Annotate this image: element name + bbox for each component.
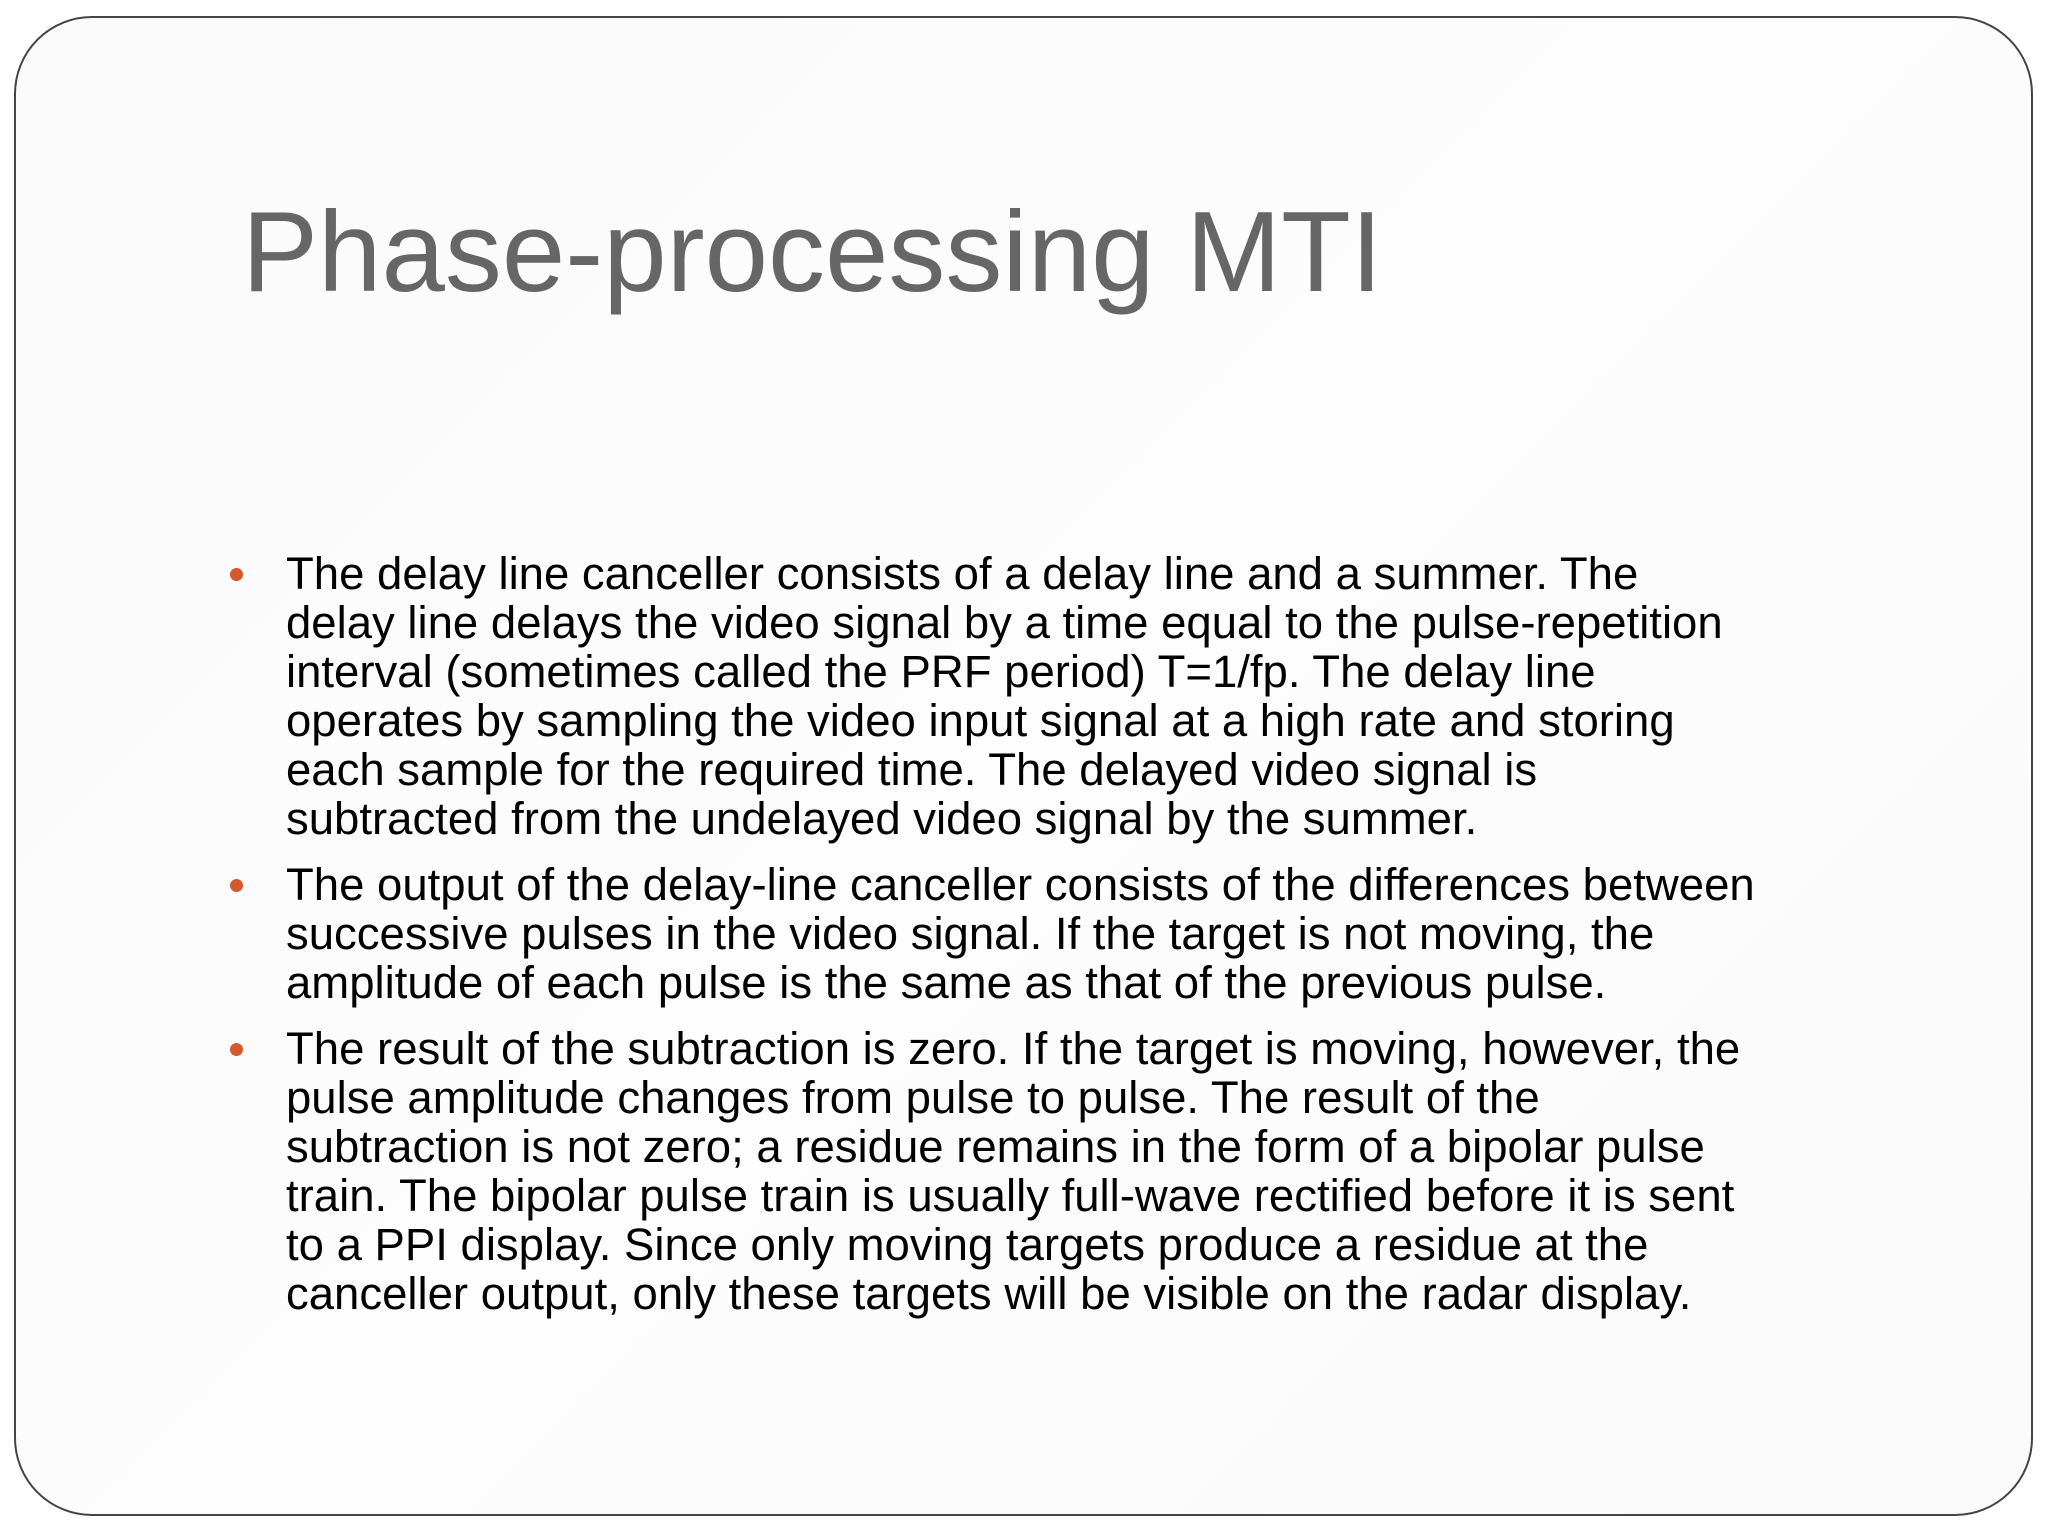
- bullet-text-line: subtracted from the undelayed video signal by the summer.: [286, 793, 1478, 844]
- slide-title: Phase-processing MTI: [242, 189, 1383, 316]
- bullet-text-line: interval (sometimes called the PRF period) T=1/fp. The delay line: [286, 646, 1596, 697]
- bullet-item: [226, 860, 1946, 1007]
- bullet-text-line: successive pulses in the video signal. If the target is not moving, the: [286, 908, 1655, 959]
- bullet-text-line: The result of the subtraction is zero. If the target is moving, however, the: [286, 1023, 1741, 1074]
- bullet-list: [226, 549, 1946, 1335]
- bullet-dot-icon: [230, 879, 243, 892]
- bullet-item: [226, 549, 1946, 843]
- bullet-text-line: pulse amplitude changes from pulse to pulse. The result of the: [286, 1072, 1540, 1123]
- bullet-text-line: to a PPI display. Since only moving targets produce a residue at the: [286, 1219, 1649, 1270]
- bullet-dot-icon: [230, 1043, 243, 1056]
- bullet-text-line: amplitude of each pulse is the same as that of the previous pulse.: [286, 957, 1607, 1008]
- bullet-text-line: subtraction is not zero; a residue remains in the form of a bipolar pulse: [286, 1121, 1705, 1172]
- bullet-text-line: train. The bipolar pulse train is usually full-wave rectified before it is sent: [286, 1170, 1735, 1221]
- bullet-text-line: The output of the delay-line canceller consists of the differences between: [286, 859, 1755, 910]
- bullet-item: [226, 1024, 1946, 1318]
- bullet-text-line: operates by sampling the video input signal at a high rate and storing: [286, 695, 1675, 746]
- bullet-text-line: canceller output, only these targets will be visible on the radar display.: [286, 1268, 1692, 1319]
- bullet-text-line: delay line delays the video signal by a time equal to the pulse-repetition: [286, 597, 1723, 648]
- bullet-dot-icon: [230, 568, 243, 581]
- slide-frame: [14, 16, 2033, 1516]
- bullet-text-line: The delay line canceller consists of a delay line and a summer. The: [286, 548, 1639, 599]
- bullet-text-line: each sample for the required time. The delayed video signal is: [286, 744, 1538, 795]
